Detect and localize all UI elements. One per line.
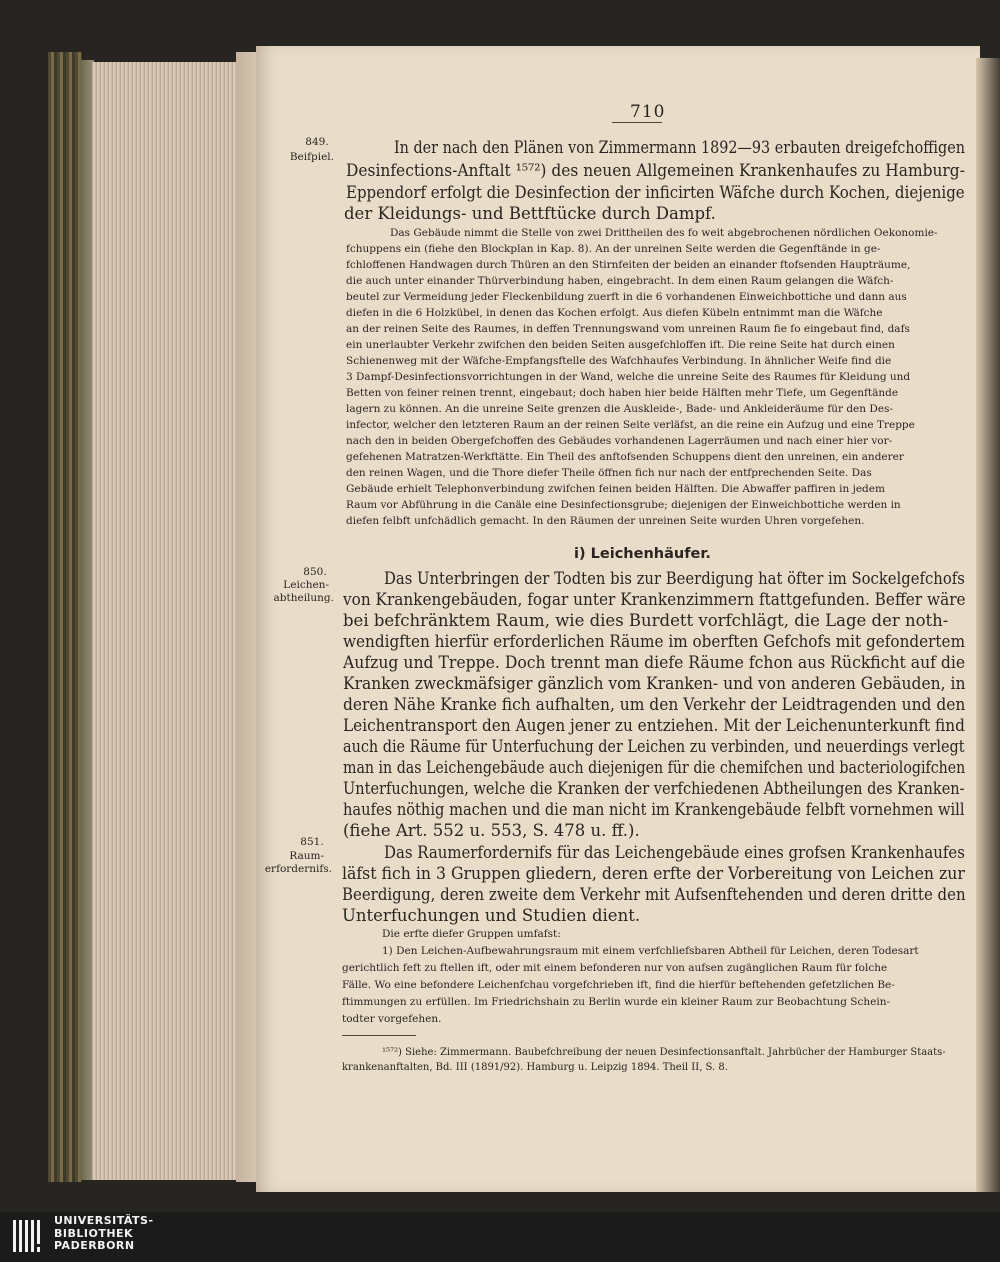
desc-line-2: fchuppens ein (fiehe den Blockplan in Kap. 8). An der unreinen Seite werden die Gegenftände in ge- [346, 243, 881, 255]
margin-number-851: 851. [300, 836, 324, 848]
desc-line-5: beutel zur Vermeidung jeder Fleckenbildung zuerft in die 6 vorhandenen Einweichbottiche und dann aus [346, 291, 907, 303]
p850-line-13: (fiehe Art. 552 u. 553, S. 478 u. ff.). [343, 821, 640, 840]
library-name-line-3: PADERBORN [54, 1239, 135, 1252]
p851-line-3: Beerdigung, deren zweite dem Verkehr mit Aufsenftehenden und deren dritte den [342, 885, 966, 904]
p850-line-10: man in das Leichengebäude auch diejenigen für die chemifchen und bacteriologifchen [343, 758, 966, 777]
footnote-line-2: krankenanftalten, Bd. III (1891/92). Hamburg u. Leipzig 1894. Theil II, S. 8. [342, 1062, 728, 1073]
desc-line-19: diefen felbft unfchädlich gemacht. In den Räumen der unreinen Seite wurden Uhren vorgefehen. [346, 515, 865, 527]
p850-line-5: Aufzug und Treppe. Doch trennt man diefe Räume fchon aus Rückficht auf die [343, 653, 966, 672]
desc-line-11: Betten von feiner reinen trennt, eingebaut; doch haben hier beide Hälften mehr Tiefe, um Gegenftände [346, 387, 899, 399]
group-line-5: todter vorgefehen. [342, 1013, 442, 1025]
library-logo-icon [12, 1218, 46, 1254]
desc-line-3: fchloffenen Handwagen durch Thüren an den Stirnfeiten der beiden an einander ftofsenden Haupträume, [346, 259, 911, 271]
desc-line-12: lagern zu können. An die unreine Seite grenzen die Auskleide-, Bade- und Ankleideräume für den Des- [346, 403, 893, 415]
margin-label-851-cont: erfordernifs. [264, 863, 332, 875]
margin-number-850: 850. [303, 566, 327, 578]
p850-line-3: bei befchränktem Raum, wie dies Burdett vorfchlägt, die Lage der noth- [343, 611, 949, 630]
desc-line-17: Gebäude erhielt Telephonverbindung zwifchen feinen beiden Hälften. Die Abwaffer paffiren in jedem [346, 483, 885, 495]
desc-line-13: infector, welcher den letzteren Raum an der reinen Seite verläfst, an die reine ein Aufzug und eine Treppe [346, 419, 915, 431]
p850-line-11: Unterfuchungen, welche die Kranken der verfchiedenen Abtheilungen des Kranken- [343, 779, 965, 798]
desc-line-18: Raum vor Abführung in die Canäle eine Desinfectionsgrube; diejenigen der Einweichbottiche werden in [346, 499, 901, 511]
library-name-line-2: BIBLIOTHEK [54, 1226, 134, 1240]
p851-line-2: läfst fich in 3 Gruppen gliedern, deren erfte der Vorbereitung von Leichen zur [342, 864, 965, 883]
footnote-rule [342, 1035, 416, 1036]
p851-line-1: Das Raumerfordernifs für das Leichengebäude eines grofsen Krankenhaufes [384, 843, 965, 862]
section-heading: i) Leichenhäufer. [574, 546, 711, 562]
library-name [54, 1215, 154, 1253]
desc-line-4: die auch unter einander Thürverbindung haben, eingebracht. In dem einen Raum gelangen die Wäfch- [346, 275, 894, 287]
intro-line-3: Eppendorf erfolgt die Desinfection der inficirten Wäfche durch Kochen, diejenige [346, 183, 965, 202]
p850-line-12: haufes nöthig machen und die man nicht im Krankengebäude felbft vornehmen will [343, 800, 965, 819]
desc-line-1: Das Gebäude nimmt die Stelle von zwei Drittheilen des fo weit abgebrochenen nördlichen Oekonomie- [390, 227, 938, 239]
desc-line-16: den reinen Wagen, und die Thore diefer Theile öffnen fich nur nach der entfprechenden Seite. Das [346, 467, 872, 479]
p850-line-6: Kranken zweckmäfsiger gänzlich vom Kranken- und von anderen Gebäuden, in [343, 674, 966, 693]
p850-line-9: auch die Räume für Unterfuchung der Leichen zu verbinden, und neuerdings verlegt [343, 737, 965, 756]
page-number: 710 [630, 102, 666, 122]
intro-line-2: Desinfections-Anftalt ¹⁵⁷²) des neuen Allgemeinen Krankenhaufes zu Hamburg- [346, 161, 965, 180]
p850-line-7: deren Nähe Kranke fich aufhalten, um den Verkehr der Leidtragenden und den [343, 695, 966, 714]
book-cover-edge [48, 52, 82, 1182]
p850-line-4: wendigften hierfür erforderlichen Räume im oberften Gefchofs mit gefondertem [343, 632, 966, 651]
group-line-1: 1) Den Leichen-Aufbewahrungsraum mit einem verfchliefsbaren Abtheil für Leichen, deren Todesart [382, 945, 919, 957]
group-line-3: Fälle. Wo eine befondere Leichenfchau vorgefchrieben ift, find die hierfür beftehenden gefetzlichen Be- [342, 979, 895, 991]
library-name-line-1: UNIVERSITÄTS- [54, 1214, 154, 1227]
page-right-edge [976, 58, 1000, 1192]
group-line-4: ftimmungen zu erfüllen. Im Friedrichshain zu Berlin wurde ein kleiner Raum zur Beobachtung Schein- [342, 996, 890, 1008]
desc-line-8: ein unerlaubter Verkehr zwifchen den beiden Seiten ausgefchloffen ift. Die reine Seite hat durch einen [346, 339, 895, 351]
p851-line-4: Unterfuchungen und Studien dient. [342, 906, 641, 925]
page-number-rule [612, 122, 662, 123]
desc-line-10: 3 Dampf-Desinfectionsvorrichtungen in der Wand, welche die unreine Seite des Raumes für Kleidung und [346, 371, 911, 383]
p850-line-1: Das Unterbringen der Todten bis zur Beerdigung hat öfter im Sockelgefchofs [384, 569, 965, 588]
desc-line-14: nach den in beiden Obergefchoffen des Gebäudes vorhandenen Lagerräumen und nach einer hier vor- [346, 435, 893, 447]
desc-line-9: Schienenweg mit der Wäfche-Empfangsftelle des Wafchhaufes Verbindung. In ähnlicher Weife find die [346, 355, 892, 367]
desc-line-6: diefen in die 6 Holzkübel, in denen das Kochen erfolgt. Aus diefen Kübeln entnimmt man die Wäfche [346, 307, 883, 319]
intro-line-4: der Kleidungs- und Bettftücke durch Dampf. [344, 204, 716, 223]
desc-line-7: an der reinen Seite des Raumes, in deffen Trennungswand vom unreinen Raum fie fo eingebaut find, dafs [346, 323, 910, 335]
group-line-2: gerichtlich feft zu ftellen ift, oder mit einem befonderen nur von aufsen zugänglichen Raum für folche [342, 962, 888, 974]
page-stack [92, 62, 242, 1180]
margin-label-850-cont: abtheilung. [273, 592, 334, 604]
margin-label-849: Beifpiel. [289, 151, 334, 163]
margin-label-851: Raum- [289, 850, 324, 862]
p850-line-8: Leichentransport den Augen jener zu entziehen. Mit der Leichenunterkunft find [343, 716, 965, 735]
footnote-line-1: ¹⁵⁷²) Siehe: Zimmermann. Baubefchreibung der neuen Desinfectionsanftalt. Jahrbücher der Hamburger Staats- [382, 1047, 946, 1058]
margin-number-849: 849. [305, 136, 329, 148]
intro-line-1: In der nach den Plänen von Zimmermann 1892—93 erbauten dreigefchoffigen [394, 138, 965, 157]
p850-line-2: von Krankengebäuden, fogar unter Krankenzimmern ftattgefunden. Beffer wäre [343, 590, 966, 609]
desc-line-15: gefehenen Matratzen-Werkftätte. Ein Theil des anftofsenden Schuppens dient den unreinen, ein anderer [346, 451, 904, 463]
margin-label-850: Leichen- [283, 579, 329, 591]
group-intro: Die erfte diefer Gruppen umfafst: [382, 928, 561, 940]
